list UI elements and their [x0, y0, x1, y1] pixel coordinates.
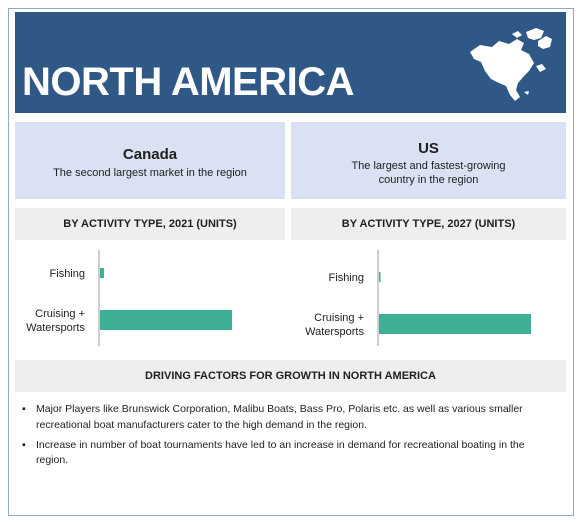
bar [379, 314, 531, 334]
category-label: Watersports [305, 326, 364, 338]
us-subtitle [291, 160, 566, 188]
region-title: NORTH AMERICA [22, 60, 354, 104]
category-label: Fishing [328, 272, 364, 284]
us-box [291, 122, 566, 199]
us-subtitle-line1: The largest and fastest-growing [351, 160, 506, 172]
us-subtitle-line2: country in the region [378, 173, 479, 186]
bullet-square-icon: ▪ [22, 403, 26, 415]
driving-factors-title: DRIVING FACTORS FOR GROWTH IN NORTH AMERICA [15, 360, 566, 392]
canada-name: Canada [122, 146, 178, 163]
region-banner [15, 12, 566, 113]
list-item [22, 438, 542, 470]
bullet-square-icon: ▪ [22, 438, 26, 451]
north-america-map-icon [466, 26, 558, 106]
us-chart-svg [291, 248, 566, 350]
category-label: Watersports [26, 322, 85, 334]
bar [379, 272, 381, 282]
category-label: Cruising + [35, 308, 85, 320]
us-name: US [418, 140, 439, 157]
us-activity-chart [291, 248, 561, 350]
canada-chart-title: BY ACTIVITY TYPE, 2021 (UNITS) [15, 208, 285, 240]
us-chart-title: BY ACTIVITY TYPE, 2027 (UNITS) [291, 208, 566, 240]
driving-factors-list [22, 402, 542, 473]
canada-box [15, 122, 285, 199]
canada-chart-svg [15, 248, 285, 350]
canada-activity-chart [15, 248, 285, 350]
category-label: Cruising + [314, 312, 364, 324]
bullet-text: Increase in number of boat tournaments have led to an increase in demand for recreational boating in the region. [36, 438, 525, 467]
bar [100, 268, 104, 278]
canada-subtitle: The second largest market in the region [53, 167, 247, 179]
bar [100, 310, 232, 330]
bullet-text: Major Players like Brunswick Corporation, Malibu Boats, Bass Pro, Polaris etc. as well as various smaller recreational boat manufacturers cater to the high demand in the region. [36, 403, 523, 431]
list-item [22, 402, 542, 434]
category-label: Fishing [49, 268, 85, 280]
